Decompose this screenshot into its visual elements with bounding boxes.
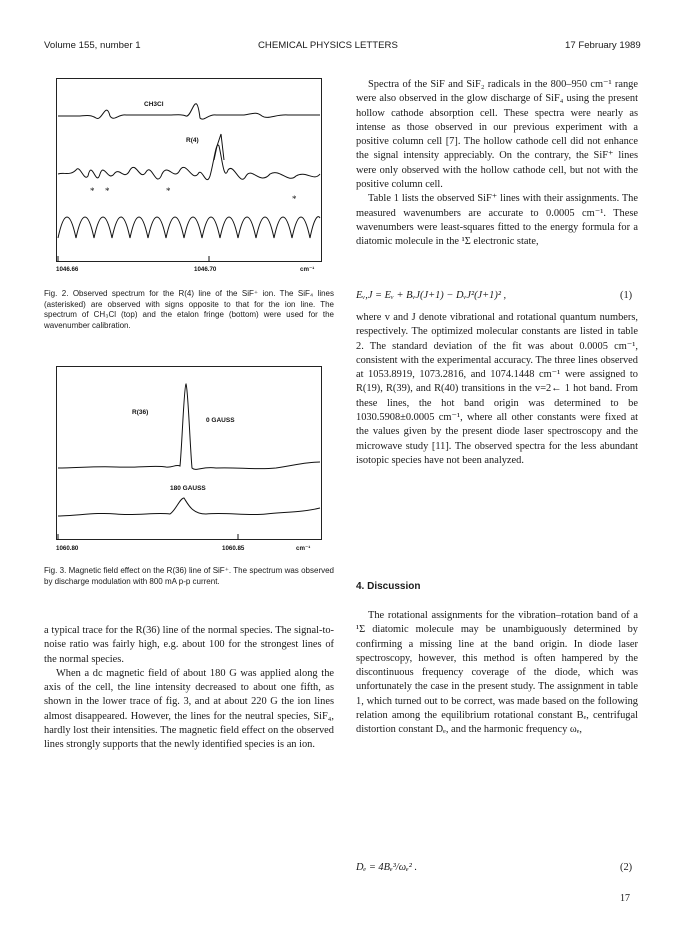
figure-2	[56, 78, 322, 284]
right-paragraph-4: The rotational assignments for the vibration–rotation band of a ¹Σ diatomic molecule may be unambiguously determined by confirming a missing line at the band origin. In diode laser spectroscopy, however, this method is often hampered by the discontinuous frequency coverage of the diode, which was unfortunately the case in the present study. The assignment in table 1, which turned out to be correct, was made based on the following relation among the equilibrium rotational constant Bₑ, centrifugal distortion constant Dₑ, and the harmonic frequency ωₑ,	[356, 610, 638, 736]
fig3-caption: Fig. 3. Magnetic field effect on the R(36) line of SiF⁺. The spectrum was observed by discharge modulation with 800 mA p-p current.	[44, 566, 334, 586]
page-number: 17	[620, 893, 630, 904]
asterisk-3: *	[166, 186, 171, 196]
equation-2: Dₑ = 4Bₑ³/ωₑ² .	[356, 862, 418, 873]
right-paragraph-1: Spectra of the SiF and SiF₂ radicals in the 800–950 cm⁻¹ range were also observed in the glow discharge of SiF₄ using the present hollow cathode absorption cell. These spectra were nearly as intense as those observed in our previous experiment with a positive column cell [7]. The hollow cathode cell did not enhance the signal intensity appreciably. On the contrary, the SiF⁺ lines were only observed with the hollow cathode cell, but not with the positive column cell.	[356, 79, 638, 191]
left-column-text	[44, 624, 334, 753]
right-column-mid	[356, 311, 638, 468]
fig3-tick-left: 1060.80	[56, 545, 79, 552]
fig3-unit: cm⁻¹	[296, 545, 311, 552]
figure-3	[56, 366, 322, 566]
label-ch3cl: CH3Cl	[144, 101, 164, 108]
right-column-top	[356, 78, 638, 250]
left-paragraph-1: a typical trace for the R(36) line of the normal species. The signal-to-noise ratio was fairly high, e.g. about 100 for the strongest lines of the normal species.	[44, 625, 334, 665]
fig2-caption: Fig. 2. Observed spectrum for the R(4) line of the SiF⁺ ion. The SiF₄ lines (asterisked) are observed with signs opposite to that for the ion line. The spectrum of CH₃Cl (top) and the etalon fringe (bottom) were used for the wavenumber calibration.	[44, 289, 334, 330]
header-volume: Volume 155, number 1	[44, 40, 141, 51]
fig2-tick-left: 1046.66	[56, 266, 79, 273]
label-0-gauss: 0 GAUSS	[206, 417, 235, 424]
asterisk-1: *	[90, 186, 95, 196]
fig2-tick-mid: 1046.70	[194, 266, 217, 273]
fig2-unit: cm⁻¹	[300, 266, 315, 273]
sif-trace	[58, 145, 320, 180]
asterisk-4: *	[292, 194, 297, 204]
equation-2-number: (2)	[620, 862, 633, 873]
right-paragraph-3: where v and J denote vibrational and rotational quantum numbers, respectively. The optimized molecular constants are listed in table 2. The standard deviation of the fit was about 0.0005 cm⁻¹, consistent with the experimental accuracy. The three lines observed at 1053.8919, 1073.2816, and 1074.1448 cm⁻¹ were assigned to R(19), R(39), and R(40) transitions in the v=2← 1 hot band. From these lines, the hot band origin was determined to be 1030.5908±0.0005 cm⁻¹, where all other constants were fixed at the values given by the present diode laser spectroscopy and the microwave study [11]. The observed spectra for the less abundant isotopic species have not been analyzed.	[356, 312, 638, 466]
180-gauss-trace	[58, 498, 320, 516]
right-paragraph-2: Table 1 lists the observed SiF⁺ lines with their assignments. The measured wavenumbers are accurate to 0.0005 cm⁻¹. These wavenumbers were least-squares fitted to the energy formula for a diatomic molecule in the ¹Σ electronic state,	[356, 193, 638, 248]
right-column-bottom	[356, 609, 638, 738]
etalon-fringe	[58, 217, 320, 238]
section-title-discussion: 4. Discussion	[356, 581, 421, 592]
label-r4: R(4)	[186, 137, 199, 144]
equation-1-number: (1)	[620, 290, 633, 301]
label-180-gauss: 180 GAUSS	[170, 485, 206, 492]
fig3-tick-mid: 1060.85	[222, 545, 245, 552]
header-journal: CHEMICAL PHYSICS LETTERS	[258, 40, 398, 51]
left-paragraph-2: When a dc magnetic field of about 180 G was applied along the axis of the cell, the line intensity decreased to about one fifth, as shown in the lower trace of fig. 3, and at about 220 G the ion lines almost disappeared. However, the lines for the neutral species, SiF₄, hardly lost their intensities. The magnetic field effect on the observed lines strongly supports that the newly identified species is an ion.	[44, 667, 334, 751]
zero-gauss-trace	[58, 384, 320, 469]
label-r36: R(36)	[132, 409, 149, 416]
equation-1: Eᵥ,J = Eᵥ + BᵥJ(J+1) − DᵥJ²(J+1)² ,	[356, 290, 507, 301]
ch3cl-trace	[58, 104, 320, 119]
header-date: 17 February 1989	[565, 40, 641, 51]
asterisk-2: *	[105, 186, 110, 196]
